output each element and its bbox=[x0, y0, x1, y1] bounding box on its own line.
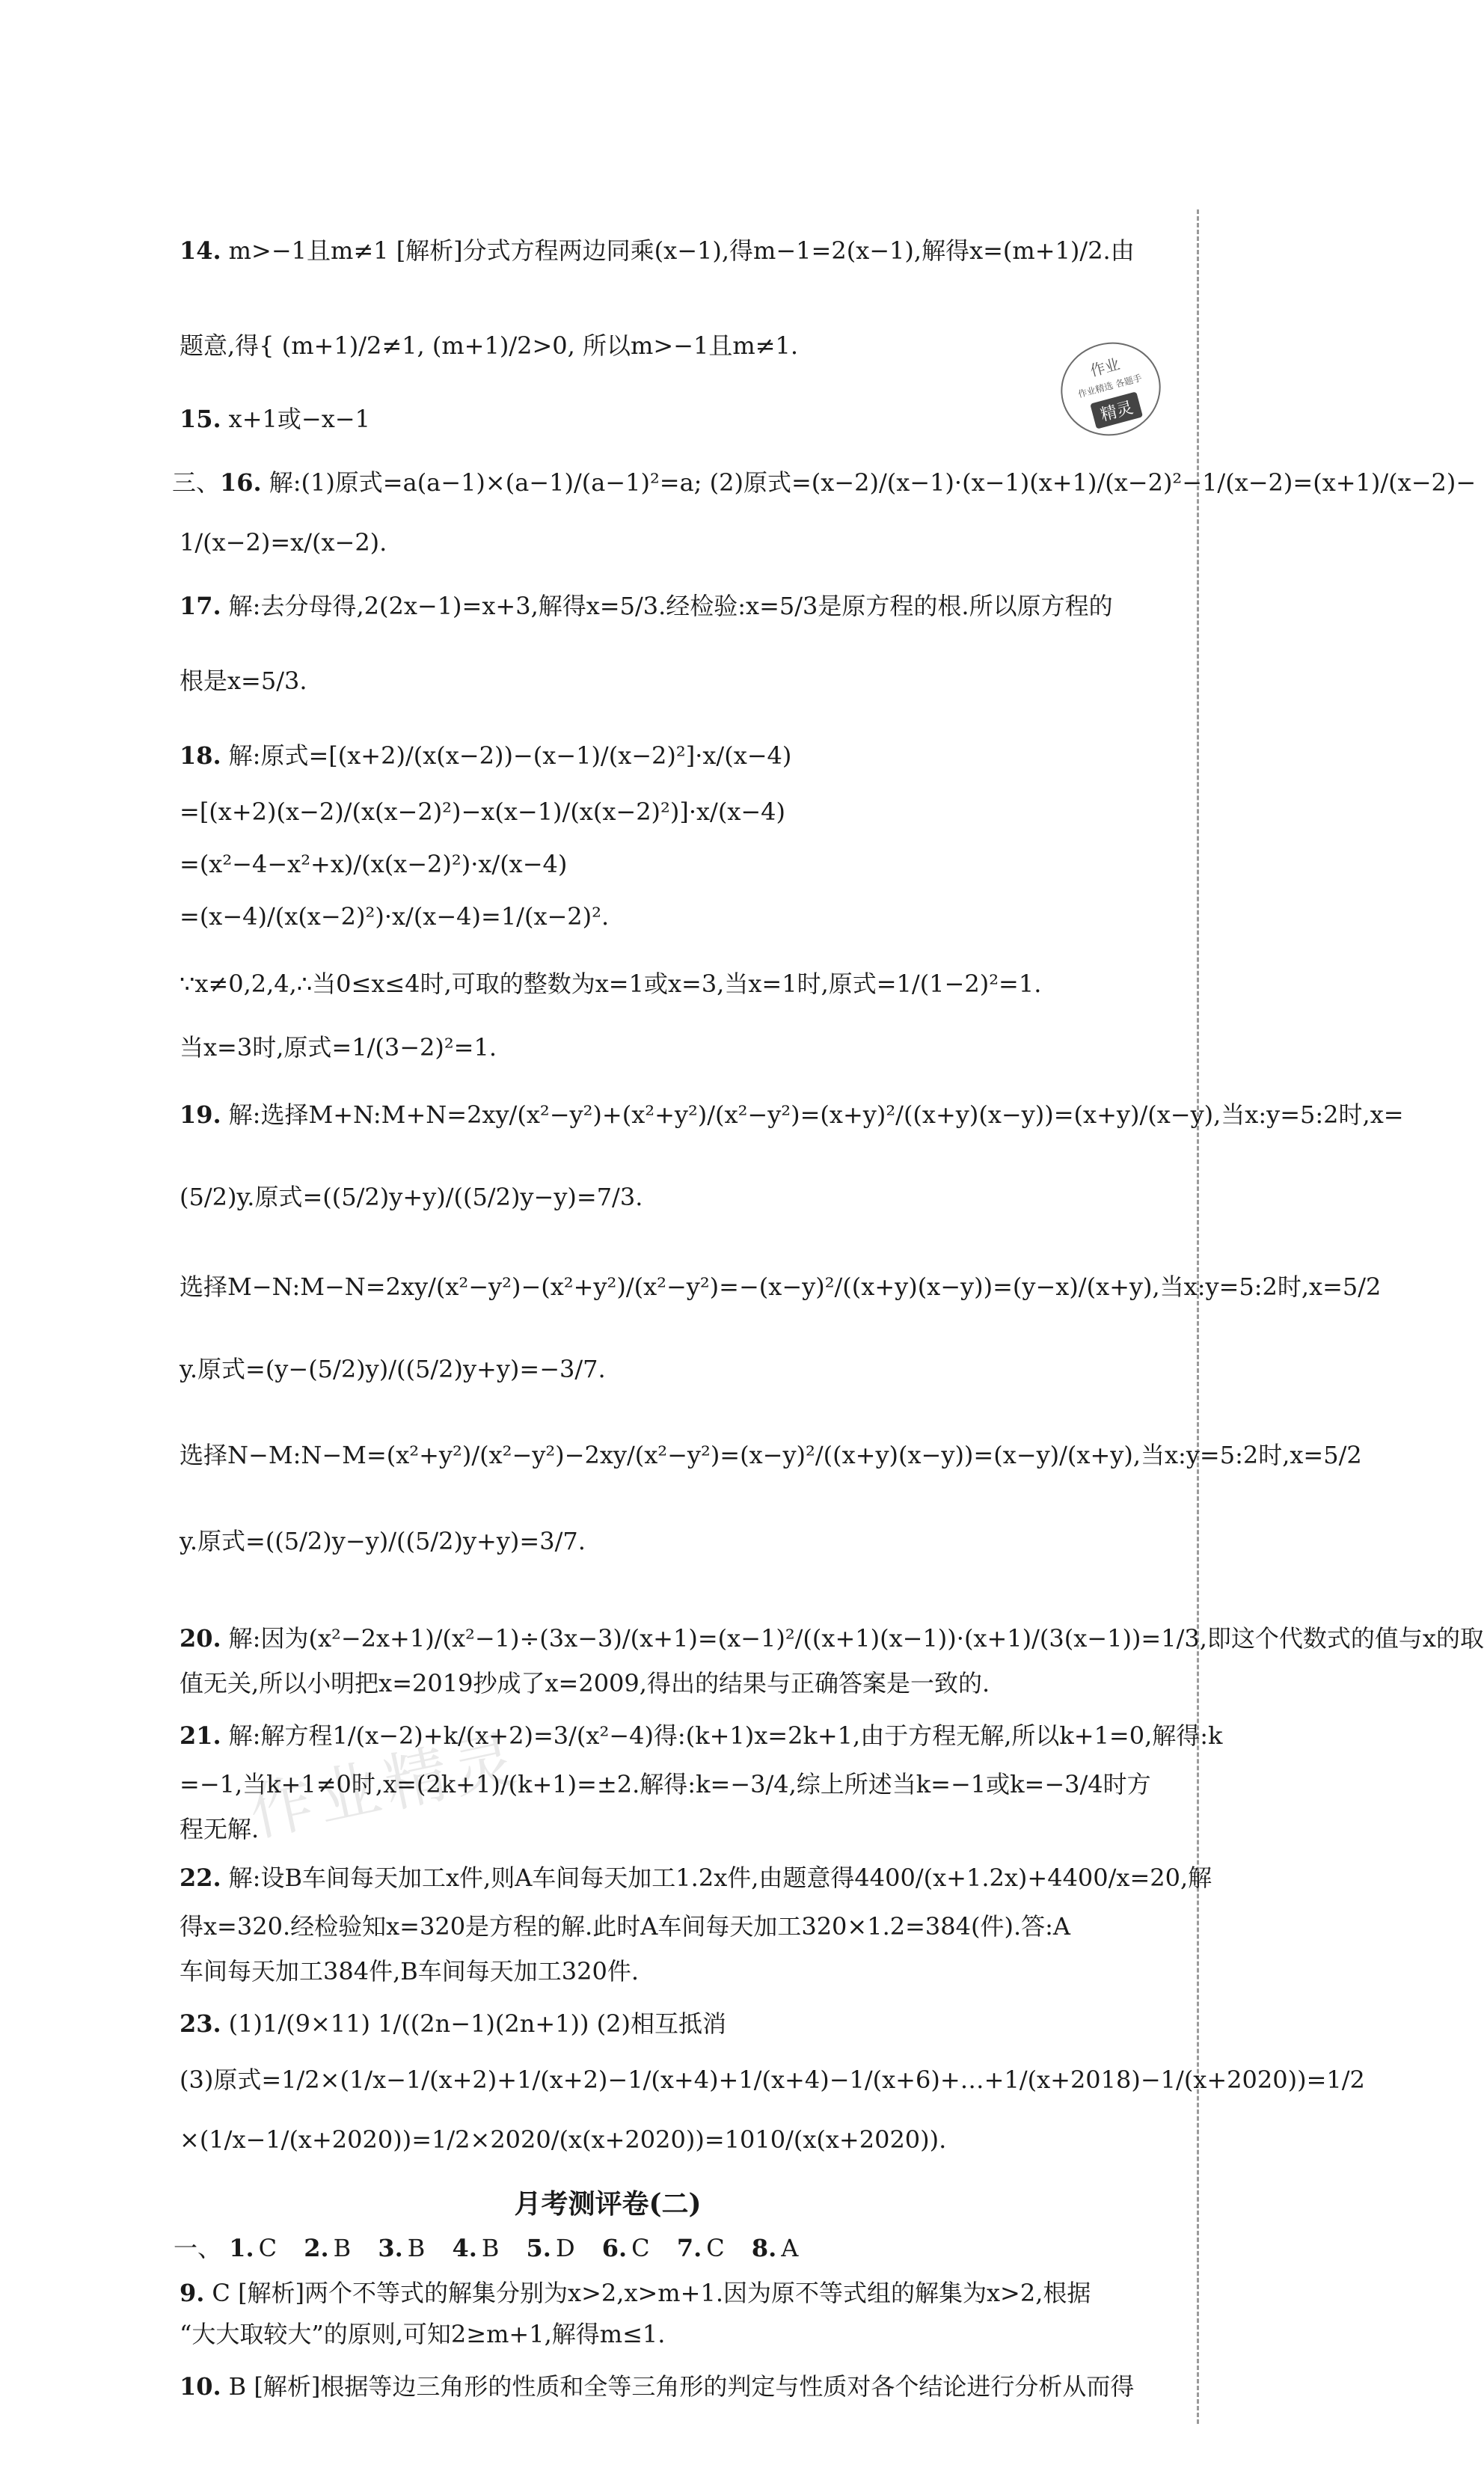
q16-line-2: 1/(x−2)=x/(x−2). bbox=[180, 528, 387, 557]
q10-analysis-tag: [解析] bbox=[254, 2372, 321, 2401]
q18-text-1: 解:原式=[(x+2)/(x(x−2))−(x−1)/(x−2)²]·x/(x−4) bbox=[228, 741, 792, 770]
q9-analysis-tag: [解析] bbox=[238, 2279, 305, 2307]
choice-answers-row bbox=[174, 2233, 818, 2263]
q23-number: 23. bbox=[180, 2009, 221, 2038]
q17-line-1 bbox=[180, 591, 1182, 621]
q20-line-1 bbox=[180, 1623, 1484, 1653]
q20-line-2: 值无关,所以小明把x=2019抄成了x=2009,得出的结果与正确答案是一致的. bbox=[180, 1669, 990, 1697]
stamp-line-2: 作业精选 各题手 bbox=[1076, 373, 1144, 400]
q22-line-1 bbox=[180, 1863, 1212, 1893]
stamp-line-3: 精灵 bbox=[1090, 391, 1143, 429]
q16-line-1 bbox=[172, 468, 1477, 497]
q22-text-1: 解:设B车间每天加工x件,则A车间每天加工1.2x件,由题意得4400/(x+1.2x)+4400/x=20,解 bbox=[228, 1864, 1212, 1892]
q14-line-2: 题意,得{ (m+1)/2≠1, (m+1)/2>0, 所以m>−1且m≠1. bbox=[180, 331, 799, 360]
section-one-label: 一、 bbox=[174, 2234, 222, 2262]
answer-item: 7. C bbox=[676, 2234, 725, 2262]
q14-number: 14. bbox=[180, 236, 221, 265]
q19-text-1: 解:选择M+N:M+N=2xy/(x²−y²)+(x²+y²)/(x²−y²)=(x+y)²/((x+y)(x−y))=(x+y)/(x−y),当x:y=5:2时,x= bbox=[228, 1100, 1404, 1129]
q16-text-1: 解:(1)原式=a(a−1)×(a−1)/(a−1)²=a; (2)原式=(x−2)/(x−1)·(x−1)(x+1)/(x−2)²−1/(x−2)=(x+1)/(x−2)− bbox=[269, 468, 1477, 497]
answer-item: 5. D bbox=[526, 2234, 575, 2262]
q14-text-1: m>−1且m≠1 [解析]分式方程两边同乘(x−1),得m−1=2(x−1),解得x=(m+1)/2.由 bbox=[228, 236, 1135, 265]
q10-answer: B bbox=[228, 2372, 247, 2401]
answer-item: 2. B bbox=[304, 2234, 352, 2262]
q20-number: 20. bbox=[180, 1624, 221, 1653]
q18-line-5: ∵x≠0,2,4,∴当0≤x≤4时,可取的整数为x=1或x=3,当x=1时,原式=1/(1−2)²=1. bbox=[180, 970, 1042, 998]
q23-line-2: (3)原式=1/2×(1/x−1/(x+2)+1/(x+2)−1/(x+4)+1/(x+4)−1/(x+6)+…+1/(x+2018)−1/(x+2020))=1/2 bbox=[180, 2066, 1365, 2094]
q16-number: 16. bbox=[220, 468, 262, 497]
q17-number: 17. bbox=[180, 592, 221, 620]
q18-number: 18. bbox=[180, 741, 221, 770]
q18-line-3: =(x²−4−x²+x)/(x(x−2)²)·x/(x−4) bbox=[180, 850, 568, 878]
q19-line-3: 选择M−N:M−N=2xy/(x²−y²)−(x²+y²)/(x²−y²)=−(x−y)²/((x+y)(x−y))=(y−x)/(x+y),当x:y=5:2时,x=5/2 bbox=[180, 1273, 1382, 1301]
answer-item: 6. C bbox=[601, 2234, 650, 2262]
q20-text-1: 解:因为(x²−2x+1)/(x²−1)÷(3x−3)/(x+1)=(x−1)²/((x+1)(x−1))·(x+1)/(3(x−1))=1/3,即这个代数式的值与x的取 bbox=[228, 1624, 1484, 1653]
q23-line-3: ×(1/x−1/(x+2020))=1/2×2020/(x(x+2020))=1010/(x(x+2020)). bbox=[180, 2125, 947, 2154]
q9-number: 9. bbox=[180, 2279, 205, 2307]
q19-line-1 bbox=[180, 1100, 1404, 1130]
section-three-label: 三、 bbox=[172, 468, 221, 497]
watermark: 作业精灵 bbox=[243, 1721, 528, 1851]
q21-line-2: =−1,当k+1≠0时,x=(2k+1)/(k+1)=±2.解得:k=−3/4,综上所述当k=−1或k=−3/4时方 bbox=[180, 1770, 1151, 1798]
q10-text-1: 根据等边三角形的性质和全等三角形的判定与性质对各个结论进行分析从而得 bbox=[320, 2372, 1135, 2401]
q15-line bbox=[180, 404, 1182, 434]
q10-line-1 bbox=[180, 2372, 1182, 2401]
q21-line-1 bbox=[180, 1721, 1223, 1751]
q18-line-1 bbox=[180, 741, 1182, 771]
q21-number: 21. bbox=[180, 1721, 221, 1750]
answer-item: 4. B bbox=[452, 2234, 500, 2262]
q18-line-6: 当x=3时,原式=1/(3−2)²=1. bbox=[180, 1033, 497, 1062]
exam-title: 月考测评卷(二) bbox=[514, 2188, 702, 2220]
answer-item: 3. B bbox=[378, 2234, 426, 2262]
q15-number: 15. bbox=[180, 405, 221, 433]
q21-text-1: 解:解方程1/(x−2)+k/(x+2)=3/(x²−4)得:(k+1)x=2k+1,由于方程无解,所以k+1=0,解得:k bbox=[228, 1721, 1223, 1750]
q19-number: 19. bbox=[180, 1100, 221, 1129]
q9-line-2: “大大取较大”的原则,可知2≥m+1,解得m≤1. bbox=[180, 2320, 666, 2348]
q9-answer: C bbox=[212, 2279, 230, 2307]
q18-line-2: =[(x+2)(x−2)/(x(x−2)²)−x(x−1)/(x(x−2)²)]·x/(x−4) bbox=[180, 797, 786, 826]
q18-line-4: =(x−4)/(x(x−2)²)·x/(x−4)=1/(x−2)². bbox=[180, 902, 610, 931]
q23-line-1 bbox=[180, 2009, 1182, 2039]
q19-line-4: y.原式=(y−(5/2)y)/((5/2)y+y)=−3/7. bbox=[180, 1355, 606, 1383]
q17-line-2: 根是x=5/3. bbox=[180, 667, 307, 695]
q14-line-1 bbox=[180, 236, 1182, 266]
q19-line-2: (5/2)y.原式=((5/2)y+y)/((5/2)y−y)=7/3. bbox=[180, 1183, 643, 1211]
q10-number: 10. bbox=[180, 2372, 221, 2401]
q19-line-5: 选择N−M:N−M=(x²+y²)/(x²−y²)−2xy/(x²−y²)=(x−y)²/((x+y)(x−y))=(x−y)/(x+y),当x:y=5:2时,x=5/2 bbox=[180, 1441, 1362, 1469]
q21-line-3: 程无解. bbox=[180, 1815, 260, 1843]
q9-line-1 bbox=[180, 2278, 1182, 2308]
q19-line-6: y.原式=((5/2)y−y)/((5/2)y+y)=3/7. bbox=[180, 1527, 586, 1555]
answer-item: 1. C bbox=[229, 2234, 278, 2262]
q22-line-3: 车间每天加工384件,B车间每天加工320件. bbox=[180, 1957, 640, 1985]
q22-number: 22. bbox=[180, 1864, 221, 1892]
stamp-line-1: 作业 bbox=[1088, 355, 1122, 380]
q9-text-1: 两个不等式的解集分别为x>2,x>m+1.因为原不等式组的解集为x>2,根据 bbox=[304, 2279, 1091, 2307]
q22-line-2: 得x=320.经检验知x=320是方程的解.此时A车间每天加工320×1.2=384(件).答:A bbox=[180, 1912, 1071, 1941]
q23-text-1: (1)1/(9×11) 1/((2n−1)(2n+1)) (2)相互抵消 bbox=[228, 2009, 727, 2038]
answer-item: 8. A bbox=[751, 2234, 799, 2262]
q15-text: x+1或−x−1 bbox=[228, 405, 370, 433]
q17-text-1: 解:去分母得,2(2x−1)=x+3,解得x=5/3.经检验:x=5/3是原方程的根.所以原方程的 bbox=[228, 592, 1113, 620]
